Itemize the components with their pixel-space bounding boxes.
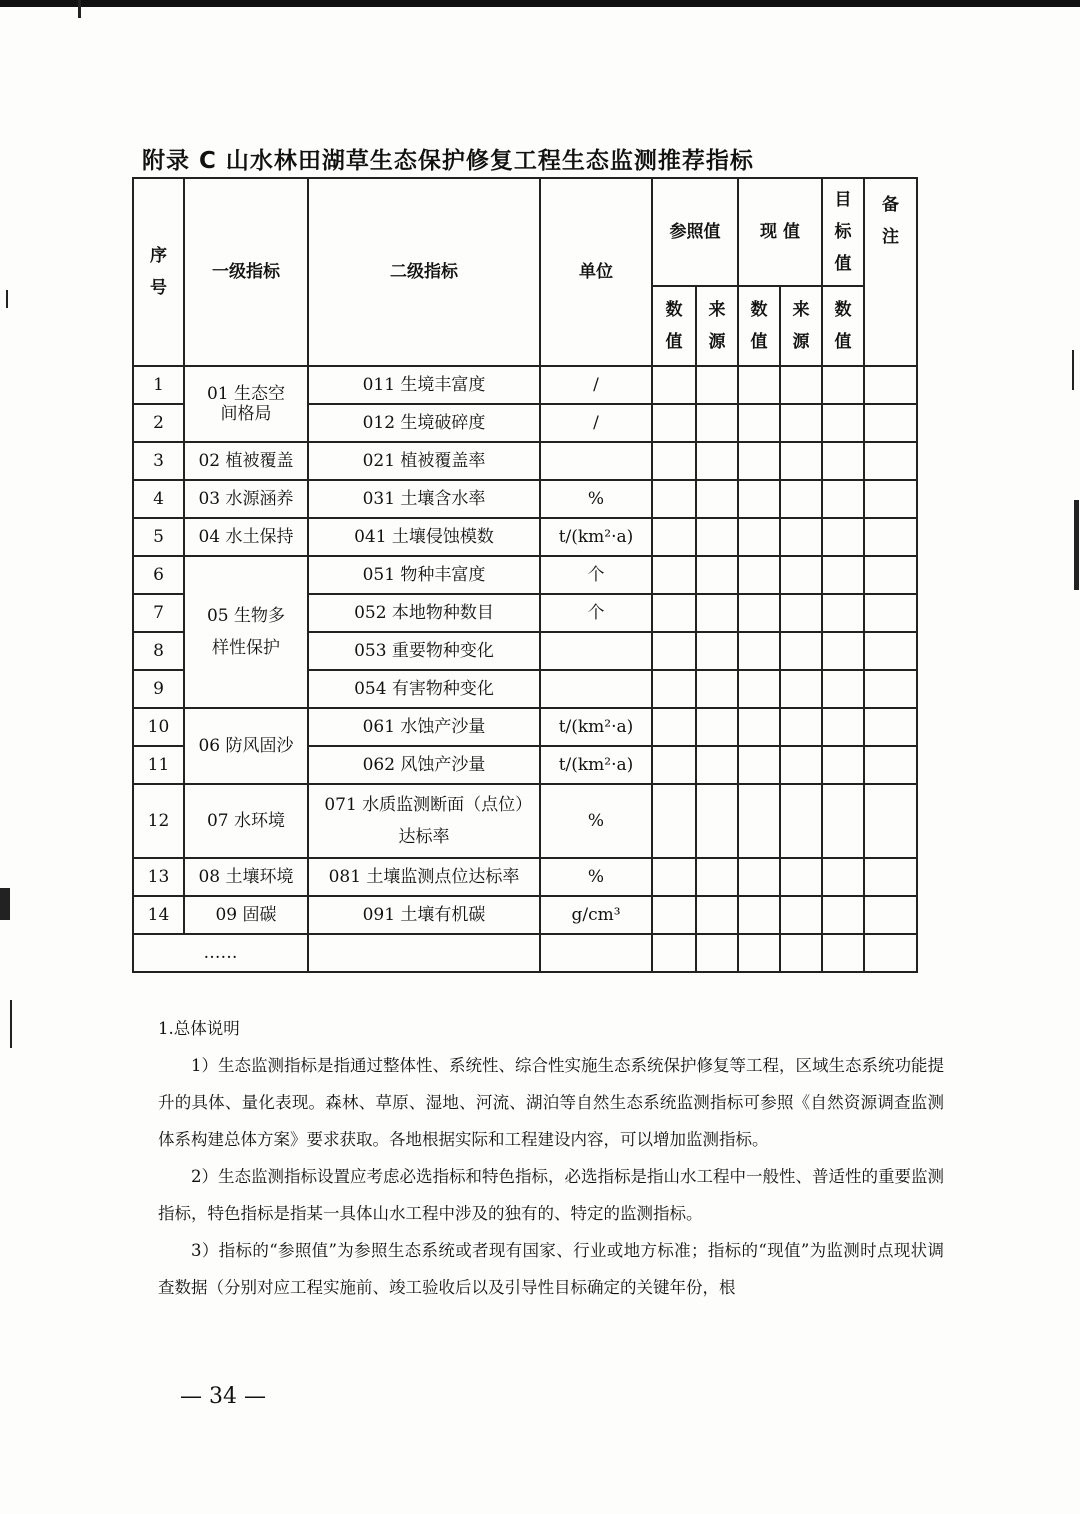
cell-unit bbox=[540, 670, 652, 708]
cell-level2: 091 土壤有机碳 bbox=[308, 896, 540, 934]
table-row bbox=[133, 480, 917, 518]
cell-level2: 051 物种丰富度 bbox=[308, 556, 540, 594]
cell-no: 6 bbox=[133, 556, 184, 594]
scan-mark bbox=[78, 0, 81, 18]
notes-paragraph-2: 2）生态监测指标设置应考虑必选指标和特色指标，必选指标是指山水工程中一般性、普适性的重要监测指标，特色指标是指某一具体山水工程中涉及的独有的、特定的监测指标。 bbox=[158, 1167, 944, 1223]
scan-mark bbox=[1072, 350, 1074, 390]
notes-section bbox=[158, 1010, 944, 1306]
cell-no: 3 bbox=[133, 442, 184, 480]
scan-top-border bbox=[0, 0, 1080, 7]
cell-unit: % bbox=[540, 784, 652, 858]
cell-unit bbox=[540, 442, 652, 480]
cell-no: 4 bbox=[133, 480, 184, 518]
table-row bbox=[133, 896, 917, 934]
cell-level1: 08 土壤环境 bbox=[184, 858, 308, 896]
cell-unit: g/cm³ bbox=[540, 896, 652, 934]
cell-unit: t/(km²·a) bbox=[540, 708, 652, 746]
table-row bbox=[133, 366, 917, 404]
cell-no: 11 bbox=[133, 746, 184, 784]
header-target: 目标值 bbox=[822, 178, 864, 286]
header-ref-source: 来源 bbox=[696, 286, 738, 366]
cell-level2: 081 土壤监测点位达标率 bbox=[308, 858, 540, 896]
cell-level1: 06 防风固沙 bbox=[184, 708, 308, 784]
cell-level2: 061 水蚀产沙量 bbox=[308, 708, 540, 746]
scan-mark bbox=[1074, 500, 1079, 590]
scan-mark bbox=[0, 888, 10, 920]
cell-level1: 01 生态空间格局 bbox=[184, 366, 308, 442]
table-row bbox=[133, 518, 917, 556]
cell-level1: 02 植被覆盖 bbox=[184, 442, 308, 480]
header-level2: 二级指标 bbox=[308, 178, 540, 366]
header-ref-value: 数值 bbox=[652, 286, 696, 366]
cell-no: 1 bbox=[133, 366, 184, 404]
header-unit: 单位 bbox=[540, 178, 652, 366]
cell-level2: 041 土壤侵蚀模数 bbox=[308, 518, 540, 556]
cell-no: 5 bbox=[133, 518, 184, 556]
cell-no: 8 bbox=[133, 632, 184, 670]
table-row bbox=[133, 708, 917, 746]
cell-unit: 个 bbox=[540, 556, 652, 594]
header-target-value: 数值 bbox=[822, 286, 864, 366]
table-row bbox=[133, 556, 917, 594]
cell-unit bbox=[540, 632, 652, 670]
scan-mark bbox=[6, 290, 8, 308]
page-number: — 34 — bbox=[180, 1384, 266, 1409]
cell-unit: / bbox=[540, 366, 652, 404]
cell-level1: 03 水源涵养 bbox=[184, 480, 308, 518]
cell-level2: 031 土壤含水率 bbox=[308, 480, 540, 518]
cell-no: 10 bbox=[133, 708, 184, 746]
notes-paragraph-1: 1）生态监测指标是指通过整体性、系统性、综合性实施生态系统保护修复等工程，区域生态系统功能提升的具体、量化表现。森林、草原、湿地、河流、湖泊等自然生态系统监测指标可参照《自然资源调查监测体系构建总体方案》要求获取。各地根据实际和工程建设内容，可以增加监测指标。 bbox=[158, 1056, 944, 1149]
cell-unit: 个 bbox=[540, 594, 652, 632]
header-seq: 序号 bbox=[133, 178, 184, 366]
cell-level2: 054 有害物种变化 bbox=[308, 670, 540, 708]
cell-level2: 021 植被覆盖率 bbox=[308, 442, 540, 480]
cell-unit: t/(km²·a) bbox=[540, 746, 652, 784]
cell-level2: 071 水质监测断面（点位）达标率 bbox=[308, 784, 540, 858]
table-row-ellipsis bbox=[133, 934, 917, 972]
cell-level1: 04 水土保持 bbox=[184, 518, 308, 556]
cell-no: 9 bbox=[133, 670, 184, 708]
indicator-table bbox=[132, 177, 918, 973]
cell-unit: % bbox=[540, 858, 652, 896]
header-remark: 备注 bbox=[864, 178, 917, 366]
cell-no: 2 bbox=[133, 404, 184, 442]
cell-unit: t/(km²·a) bbox=[540, 518, 652, 556]
cell-level2: 062 风蚀产沙量 bbox=[308, 746, 540, 784]
cell-level1: 07 水环境 bbox=[184, 784, 308, 858]
page-title: 附录 C 山水林田湖草生态保护修复工程生态监测推荐指标 bbox=[142, 148, 754, 174]
cell-no: 12 bbox=[133, 784, 184, 858]
header-level1: 一级指标 bbox=[184, 178, 308, 366]
header-reference: 参照值 bbox=[652, 178, 738, 286]
cell-no: 7 bbox=[133, 594, 184, 632]
cell-level1: 09 固碳 bbox=[184, 896, 308, 934]
cell-unit: % bbox=[540, 480, 652, 518]
header-cur-value: 数值 bbox=[738, 286, 780, 366]
cell-level2: 011 生境丰富度 bbox=[308, 366, 540, 404]
header-current: 现 值 bbox=[738, 178, 822, 286]
cell-level2: 052 本地物种数目 bbox=[308, 594, 540, 632]
table-row bbox=[133, 442, 917, 480]
table-row bbox=[133, 858, 917, 896]
cell-level2: 053 重要物种变化 bbox=[308, 632, 540, 670]
cell-unit: / bbox=[540, 404, 652, 442]
table-row bbox=[133, 784, 917, 858]
ellipsis-cell: …… bbox=[133, 934, 308, 972]
cell-level2: 012 生境破碎度 bbox=[308, 404, 540, 442]
notes-paragraph-3: 3）指标的“参照值”为参照生态系统或者现有国家、行业或地方标准；指标的“现值”为监测时点现状调查数据（分别对应工程实施前、竣工验收后以及引导性目标确定的关键年份，根 bbox=[158, 1241, 944, 1297]
cell-no: 14 bbox=[133, 896, 184, 934]
cell-level1: 05 生物多样性保护 bbox=[184, 556, 308, 708]
cell-no: 13 bbox=[133, 858, 184, 896]
notes-heading: 1.总体说明 bbox=[158, 1019, 240, 1038]
header-cur-source: 来源 bbox=[780, 286, 822, 366]
scan-mark bbox=[10, 1000, 12, 1048]
